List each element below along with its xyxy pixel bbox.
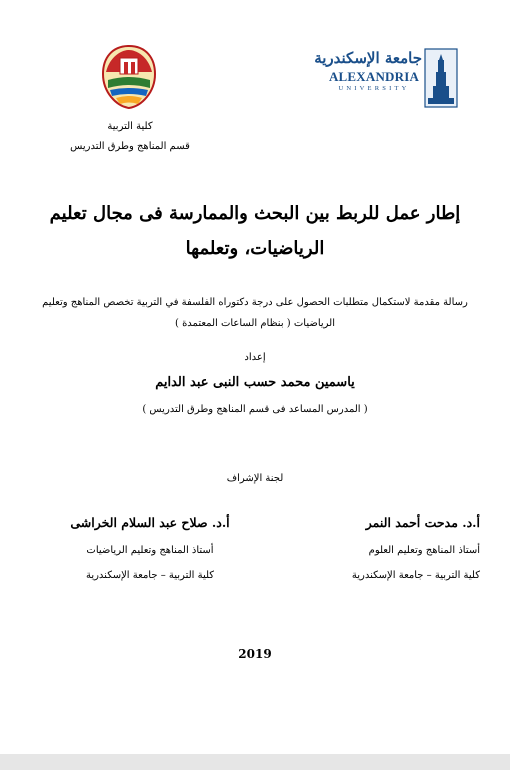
university-name-english: ALEXANDRIA	[328, 69, 420, 84]
alexandria-university-logo	[314, 48, 458, 110]
thesis-title-line-1: إطار عمل للربط بين البحث والممارسة فى مجال تعليم	[49, 203, 461, 224]
supervisor-2-affiliation: كلية التربية – جامعة الإسكندرية	[85, 570, 215, 581]
lighthouse-icon	[424, 48, 458, 108]
prepared-by-label: إعداد	[244, 352, 266, 363]
author-name: ياسمين محمد حسب النبى عبد الدايم	[155, 375, 355, 390]
thesis-purpose-line-1: رسالة مقدمة لاستكمال متطلبات الحصول على درجة دكتوراه الفلسفة في التربية تخصص المناهج وتعليم	[42, 297, 468, 308]
thesis-purpose-line-2: الرياضيات ( بنظام الساعات المعتمدة )	[174, 318, 336, 329]
university-name-english-sub: UNIVERSITY	[338, 85, 410, 92]
supervisor-2-name: أ.د. صلاح عبد السلام الخراشى	[70, 515, 230, 530]
supervisor-1-title: أستاذ المناهج وتعليم العلوم	[368, 545, 480, 556]
department-name: قسم المناهج وطرق التدريس	[70, 141, 190, 152]
supervisor-1-affiliation: كلية التربية – جامعة الإسكندرية	[351, 570, 480, 581]
supervisor-2-title: أستاذ المناهج وتعليم الرياضيات	[86, 545, 214, 556]
author-position: ( المدرس المساعد فى قسم المناهج وطرق التدريس )	[142, 404, 368, 415]
college-name: كلية التربية	[107, 121, 153, 132]
college-of-education-logo	[100, 44, 158, 110]
supervision-committee-heading: لجنة الإشراف	[226, 473, 284, 484]
thesis-title-line-2: الرياضيات، وتعلمها	[185, 238, 325, 259]
university-name-arabic: جامعة الإسكندرية	[314, 49, 422, 67]
supervisor-1-name: أ.د. مدحت أحمد النمر	[365, 515, 480, 530]
page-bottom-bar	[0, 754, 510, 770]
thesis-year: 2019	[238, 647, 272, 661]
